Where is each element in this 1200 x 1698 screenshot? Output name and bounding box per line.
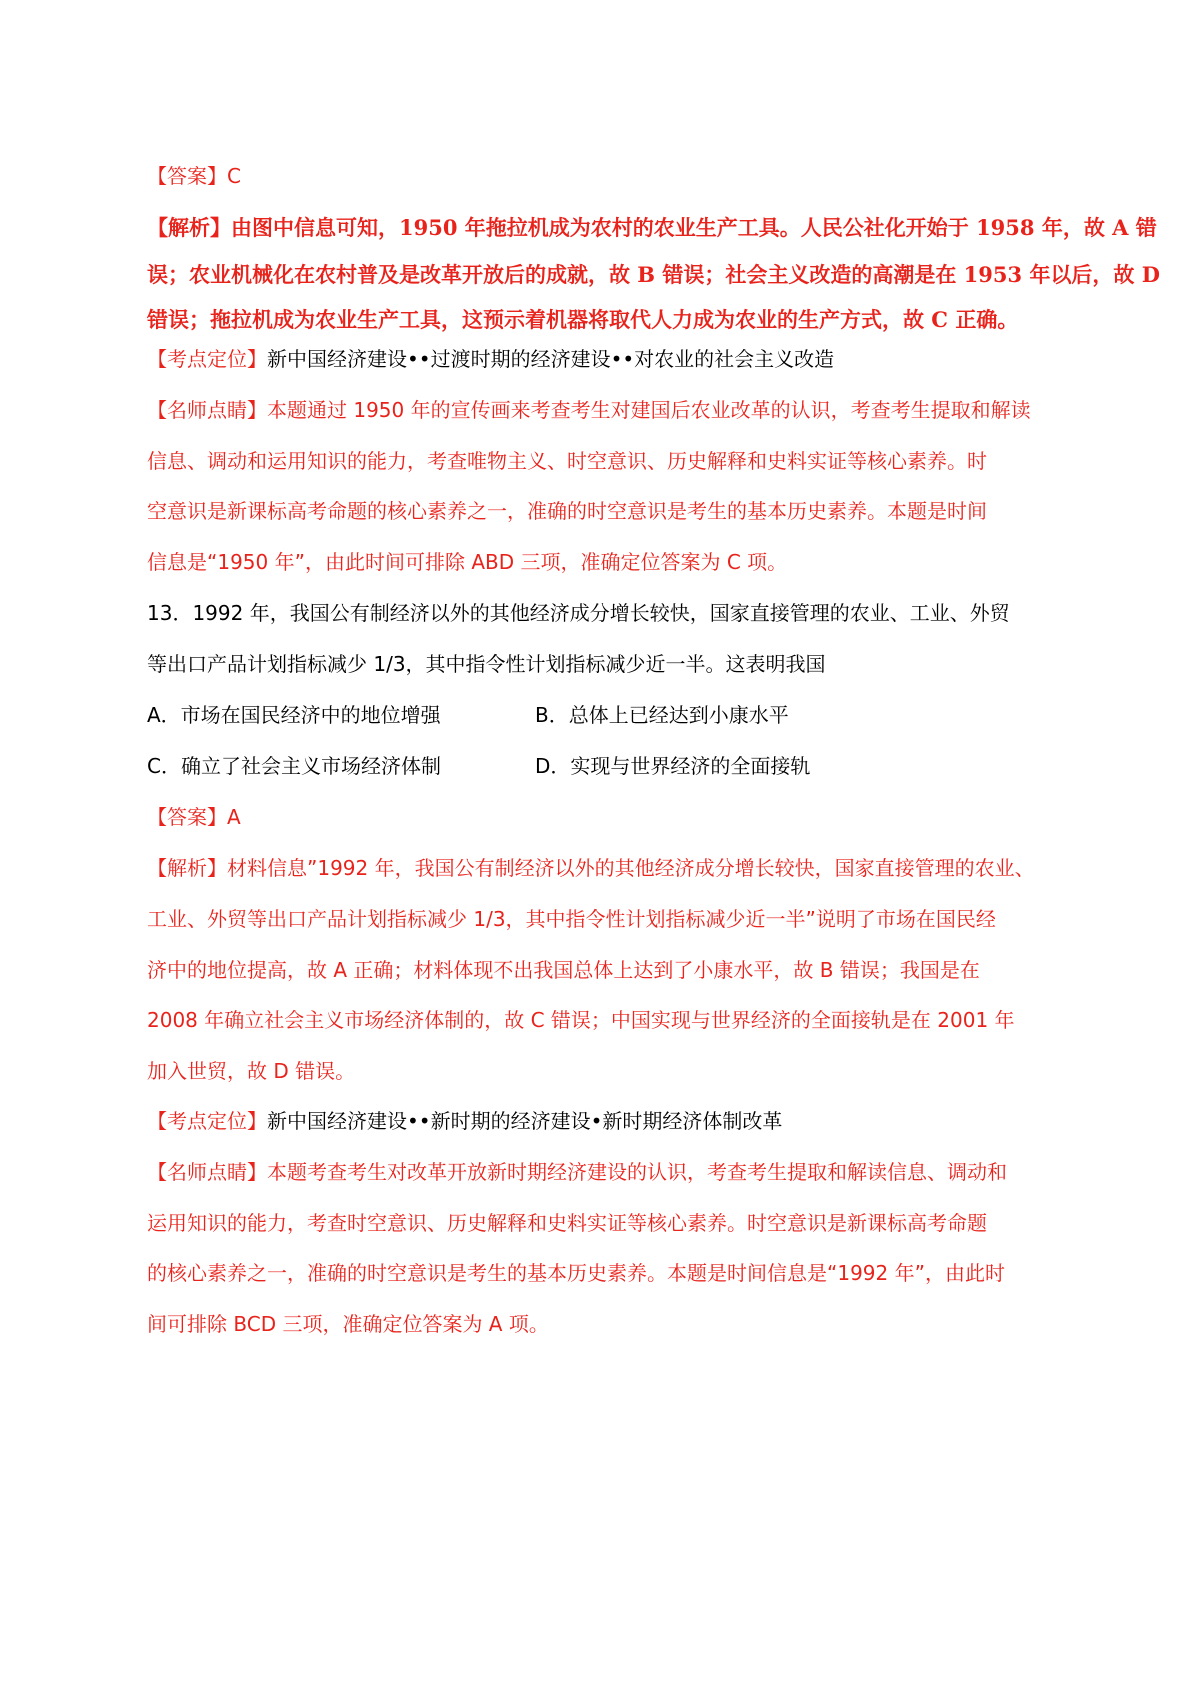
analysis-text: 材料信息”1992 年，我国公有制经济以外的其他经济成分增长较快，国家直接管理的农业、 — [227, 856, 1035, 880]
analysis-line-4: 2008 年确立社会主义市场经济体制的，故 C 错误；中国实现与世界经济的全面接轨是在 2001 年 — [147, 1008, 1015, 1032]
mingshi-line-4: 间可排除 BCD 三项，准确定位答案为 A 项。 — [147, 1312, 549, 1336]
kaodian-line-1 — [147, 345, 834, 373]
mingshi-label: 【名师点睛】 — [147, 398, 267, 422]
analysis-line-3: 济中的地位提高，故 A 正确；材料体现不出我国总体上达到了小康水平，故 B 错误；我国是在 — [147, 958, 980, 982]
kaodian-text: 新中国经济建设••过渡时期的经济建设••对农业的社会主义改造 — [267, 347, 835, 371]
option-a: A．市场在国民经济中的地位增强 — [147, 703, 441, 727]
analysis-line-3: 错误；拖拉机成为农业生产工具，这预示着机器将取代人力成为农业的生产方式，故 C 正确。 — [147, 307, 1019, 332]
analysis-line-2: 误；农业机械化在农村普及是改革开放后的成就，故 B 错误；社会主义改造的高潮是在 1953 年以后，故 D — [147, 262, 1160, 287]
kaodian-line-2 — [147, 1107, 782, 1135]
analysis-line-5: 加入世贸，故 D 错误。 — [147, 1059, 356, 1083]
analysis-label: 【解析】 — [147, 215, 231, 240]
analysis-text: 由图中信息可知，1950 年拖拉机成为农村的农业生产工具。人民公社化开始于 1958 年，故 A 错 — [231, 215, 1157, 240]
answer-line-1 — [147, 162, 241, 190]
mingshi-text: 本题考查考生对改革开放新时期经济建设的认识，考查考生提取和解读信息、调动和 — [267, 1160, 1007, 1184]
question-stem-line-1: 13．1992 年，我国公有制经济以外的其他经济成分增长较快，国家直接管理的农业、工业、外贸 — [147, 601, 1010, 625]
mingshi-line-2: 运用知识的能力，考查时空意识、历史解释和史料实证等核心素养。时空意识是新课标高考命题 — [147, 1211, 987, 1235]
answer-label: 【答案】 — [147, 164, 227, 188]
analysis-line-2: 工业、外贸等出口产品计划指标减少 1/3，其中指令性计划指标减少近一半”说明了市场在国民经 — [147, 907, 996, 931]
kaodian-label: 【考点定位】 — [147, 1109, 267, 1133]
option-b: B．总体上已经达到小康水平 — [535, 703, 789, 727]
answer-value: A — [227, 805, 241, 829]
kaodian-label: 【考点定位】 — [147, 347, 267, 371]
option-c: C．确立了社会主义市场经济体制 — [147, 754, 441, 778]
kaodian-text: 新中国经济建设••新时期的经济建设•新时期经济体制改革 — [267, 1109, 783, 1133]
analysis-label: 【解析】 — [147, 856, 227, 880]
mingshi-line-3: 的核心素养之一，准确的时空意识是考生的基本历史素养。本题是时间信息是“1992 年”，由此时 — [147, 1261, 1005, 1285]
mingshi-label: 【名师点睛】 — [147, 1160, 267, 1184]
answer-value: C — [227, 164, 241, 188]
mingshi-text: 本题通过 1950 年的宣传画来考查考生对建国后农业改革的认识，考查考生提取和解读 — [267, 398, 1031, 422]
mingshi-line-2: 信息、调动和运用知识的能力，考查唯物主义、时空意识、历史解释和史料实证等核心素养。时 — [147, 449, 987, 473]
analysis-line-1 — [147, 854, 1035, 882]
mingshi-line-1 — [147, 1158, 1007, 1186]
mingshi-line-1 — [147, 396, 1031, 424]
answer-label: 【答案】 — [147, 805, 227, 829]
answer-line-2 — [147, 803, 241, 831]
option-d: D．实现与世界经济的全面接轨 — [535, 754, 811, 778]
analysis-line-1 — [147, 214, 1157, 242]
mingshi-line-3: 空意识是新课标高考命题的核心素养之一，准确的时空意识是考生的基本历史素养。本题是时间 — [147, 499, 987, 523]
mingshi-line-4: 信息是“1950 年”，由此时间可排除 ABD 三项，准确定位答案为 C 项。 — [147, 550, 788, 574]
question-stem-line-2: 等出口产品计划指标减少 1/3，其中指令性计划指标减少近一半。这表明我国 — [147, 652, 826, 676]
